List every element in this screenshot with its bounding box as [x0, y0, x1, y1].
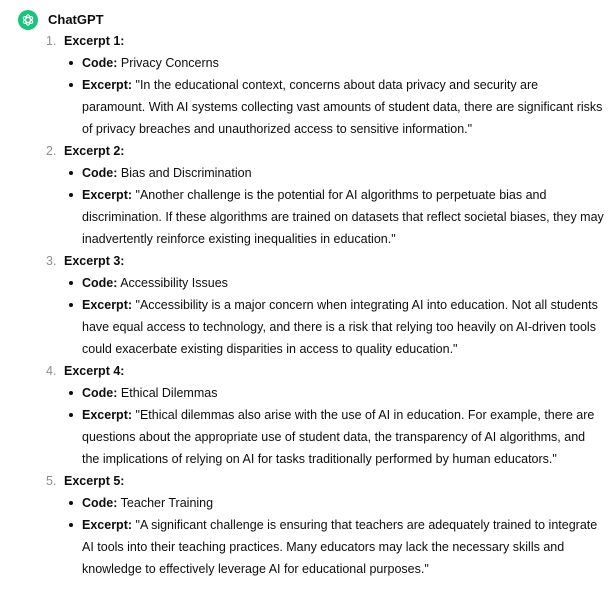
excerpt-line — [64, 514, 604, 580]
excerpt-details — [64, 162, 604, 250]
code-value: Privacy Concerns — [120, 56, 219, 70]
excerpt-line — [64, 404, 604, 470]
excerpt-title: Excerpt 5: — [64, 474, 125, 488]
excerpt-label: Excerpt: — [82, 188, 133, 202]
excerpt-text: "A significant challenge is ensuring that teachers are adequately trained to integrate AI tools into their teaching practices. Many educators may lack the necessary skills and knowledge to effectively leverage AI for educational purposes." — [82, 518, 598, 576]
code-line — [64, 52, 604, 74]
excerpt-label: Excerpt: — [82, 298, 133, 312]
code-value: Ethical Dilemmas — [120, 386, 218, 400]
list-number: 5. — [46, 474, 57, 488]
code-label: Code: — [82, 496, 118, 510]
excerpt-label: Excerpt: — [82, 518, 133, 532]
code-label: Code: — [82, 56, 118, 70]
excerpt-line — [64, 184, 604, 250]
message-header — [18, 8, 104, 32]
openai-logo-icon — [18, 10, 38, 30]
excerpt-details — [64, 272, 604, 360]
excerpt-list — [46, 30, 604, 580]
bullet-icon — [69, 281, 73, 285]
excerpt-title: Excerpt 4: — [64, 364, 125, 378]
excerpt-label: Excerpt: — [82, 78, 133, 92]
list-number: 4. — [46, 364, 57, 378]
openai-logo-glyph — [21, 13, 35, 27]
excerpt-item — [46, 360, 604, 470]
list-number: 1. — [46, 34, 57, 48]
code-value: Teacher Training — [120, 496, 214, 510]
excerpt-text: "Another challenge is the potential for AI algorithms to perpetuate bias and discrimination. If these algorithms are trained on datasets that reflect societal biases, they may inadvertently reinforce existing inequalities in education." — [82, 188, 604, 246]
excerpt-item — [46, 470, 604, 580]
code-line — [64, 162, 604, 184]
bullet-icon — [69, 501, 73, 505]
code-label: Code: — [82, 276, 118, 290]
list-number: 2. — [46, 144, 57, 158]
excerpt-details — [64, 492, 604, 580]
excerpt-line — [64, 74, 604, 140]
code-line — [64, 272, 604, 294]
bullet-icon — [69, 83, 73, 87]
bullet-icon — [69, 413, 73, 417]
excerpt-label: Excerpt: — [82, 408, 133, 422]
sender-name: ChatGPT — [48, 12, 104, 27]
excerpt-line — [64, 294, 604, 360]
bullet-icon — [69, 303, 73, 307]
excerpt-title: Excerpt 1: — [64, 34, 125, 48]
excerpt-details — [64, 382, 604, 470]
excerpt-item — [46, 30, 604, 140]
code-value: Accessibility Issues — [120, 276, 228, 290]
code-label: Code: — [82, 166, 118, 180]
excerpt-details — [64, 52, 604, 140]
bullet-icon — [69, 391, 73, 395]
bullet-icon — [69, 61, 73, 65]
excerpt-text: "In the educational context, concerns about data privacy and security are paramount. With AI systems collecting vast amounts of student data, there are significant risks of privacy breaches and unauthorized access to sensitive information." — [82, 78, 603, 136]
code-line — [64, 492, 604, 514]
excerpt-text: "Accessibility is a major concern when integrating AI into education. Not all students have equal access to technology, and there is a risk that relying too heavily on AI-driven tools could exacerbate existing disparities in access to quality education." — [82, 298, 598, 356]
code-line — [64, 382, 604, 404]
bullet-icon — [69, 193, 73, 197]
excerpt-title: Excerpt 3: — [64, 254, 125, 268]
excerpt-item — [46, 140, 604, 250]
list-number: 3. — [46, 254, 57, 268]
excerpt-item — [46, 250, 604, 360]
excerpt-title: Excerpt 2: — [64, 144, 125, 158]
code-value: Bias and Discrimination — [120, 166, 252, 180]
bullet-icon — [69, 171, 73, 175]
code-label: Code: — [82, 386, 118, 400]
bullet-icon — [69, 523, 73, 527]
excerpt-text: "Ethical dilemmas also arise with the use of AI in education. For example, there are questions about the appropriate use of student data, the transparency of AI algorithms, and the implications of relying on AI for tasks traditionally performed by human educators." — [82, 408, 595, 466]
